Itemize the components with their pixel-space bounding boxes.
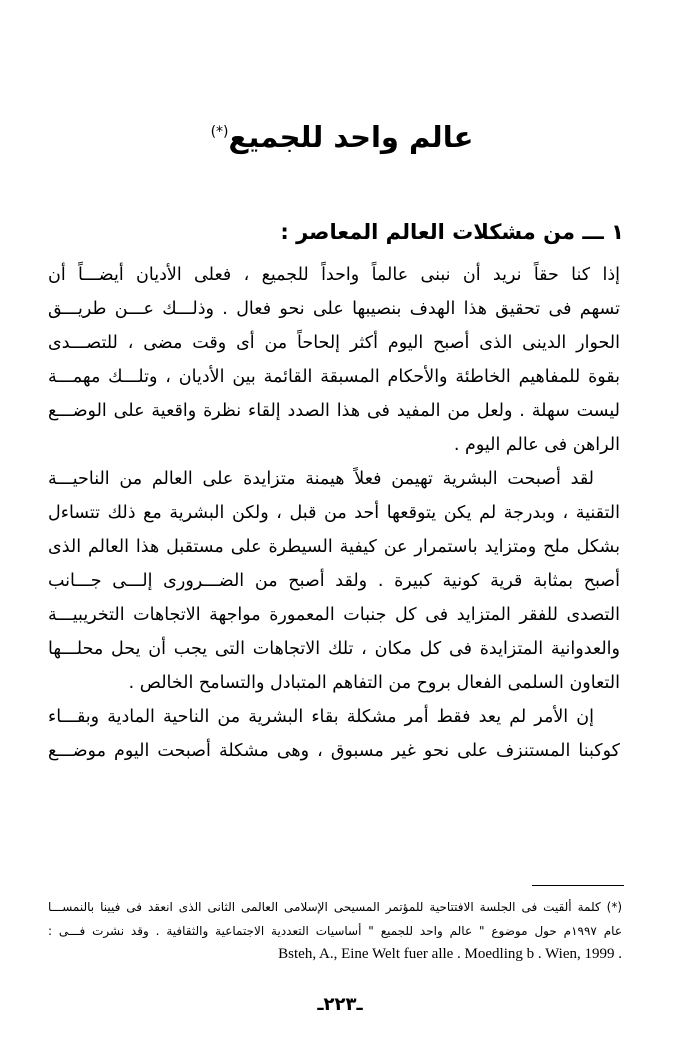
section-heading: ١ ـــ من مشكلات العالم المعاصر :: [280, 220, 624, 244]
body-text: [48, 258, 620, 768]
body-line: كوكبنا المستنزف على نحو غير مسبوق ، وهى مشكلة أصبحت اليوم موضـــع: [48, 741, 620, 761]
body-line: الراهن فى عالم اليوم .: [453, 435, 620, 455]
body-line: التصدى للفقر المتزايد فى كل جنبات المعمورة مواجهة الاتجاهات التخريبيـــة: [48, 605, 620, 625]
body-line: إذا كنا حقاً نريد أن نبنى عالماً واحداً للجميع ، فعلى الأديان أيضـــاً أن: [48, 265, 620, 285]
footnote-citation: Bsteh, A., Eine Welt fuer alle . Moedling b . Wien, 1999 .: [278, 946, 622, 962]
body-line: ليست سهلة . ولعل من المفيد فى هذا الصدد إلقاء نظرة واقعية على الوضـــع: [48, 401, 620, 421]
page-title: [0, 120, 680, 154]
page-number: ـ٢٢٣ـ: [317, 994, 363, 1015]
body-line: لقد أصبحت البشرية تهيمن فعلاً هيمنة متزايدة على العالم من الناحيـــة: [48, 469, 594, 489]
body-line: والعدوانية المتزايدة فى كل مكان ، تلك الاتجاهات التى يجب أن يحل محلـــها: [48, 639, 620, 659]
footnote-line: (*) كلمة ألقيت فى الجلسة الافتتاحية للمؤتمر المسيحى الإسلامى العالمى الثانى الذى انعقد فى فيينا بالنمســـا: [48, 900, 622, 914]
body-line: تسهم فى تحقيق هذا الهدف بنصيبها على نحو فعال . وذلـــك عـــن طريـــق: [48, 299, 620, 319]
body-line: إن الأمر لم يعد فقط أمر مشكلة بقاء البشرية من الناحية المادية وبقـــاء: [48, 707, 594, 727]
title-text: عالم واحد للجميع: [228, 120, 474, 154]
body-line: بقوة للمفاهيم الخاطئة والأحكام المسبقة القائمة بين الأديان ، وتلـــك مهمـــة: [48, 367, 620, 387]
footnote-line: عام ١٩٩٧م حول موضوع " عالم واحد للجميع " أساسيات التعددية الاجتماعية والثقافية . وقد نشرت فـــى :: [48, 924, 622, 938]
footnote-divider: [532, 885, 624, 886]
body-line: بشكل ملح ومتزايد باستمرار عن كيفية السيطرة على مستقبل هذا العالم الذى: [48, 537, 620, 557]
body-line: التعاون السلمى الفعال بروح من التفاهم المتبادل والتسامح الخالص .: [128, 673, 620, 693]
title-footnote-marker: (*): [210, 124, 229, 141]
footnote: [48, 895, 622, 965]
body-line: الحوار الدينى الذى أصبح اليوم أكثر إلحاحاً من أى وقت مضى ، للتصـــدى: [48, 333, 620, 353]
body-line: أصبح بمثابة قرية كونية كبيرة . ولقد أصبح من الضـــرورى إلـــى جـــانب: [48, 571, 620, 591]
body-line: التقنية ، وبدرجة لم يكن يتوقعها أحد من قبل ، ولكن البشرية مع ذلك تتساءل: [48, 503, 620, 523]
